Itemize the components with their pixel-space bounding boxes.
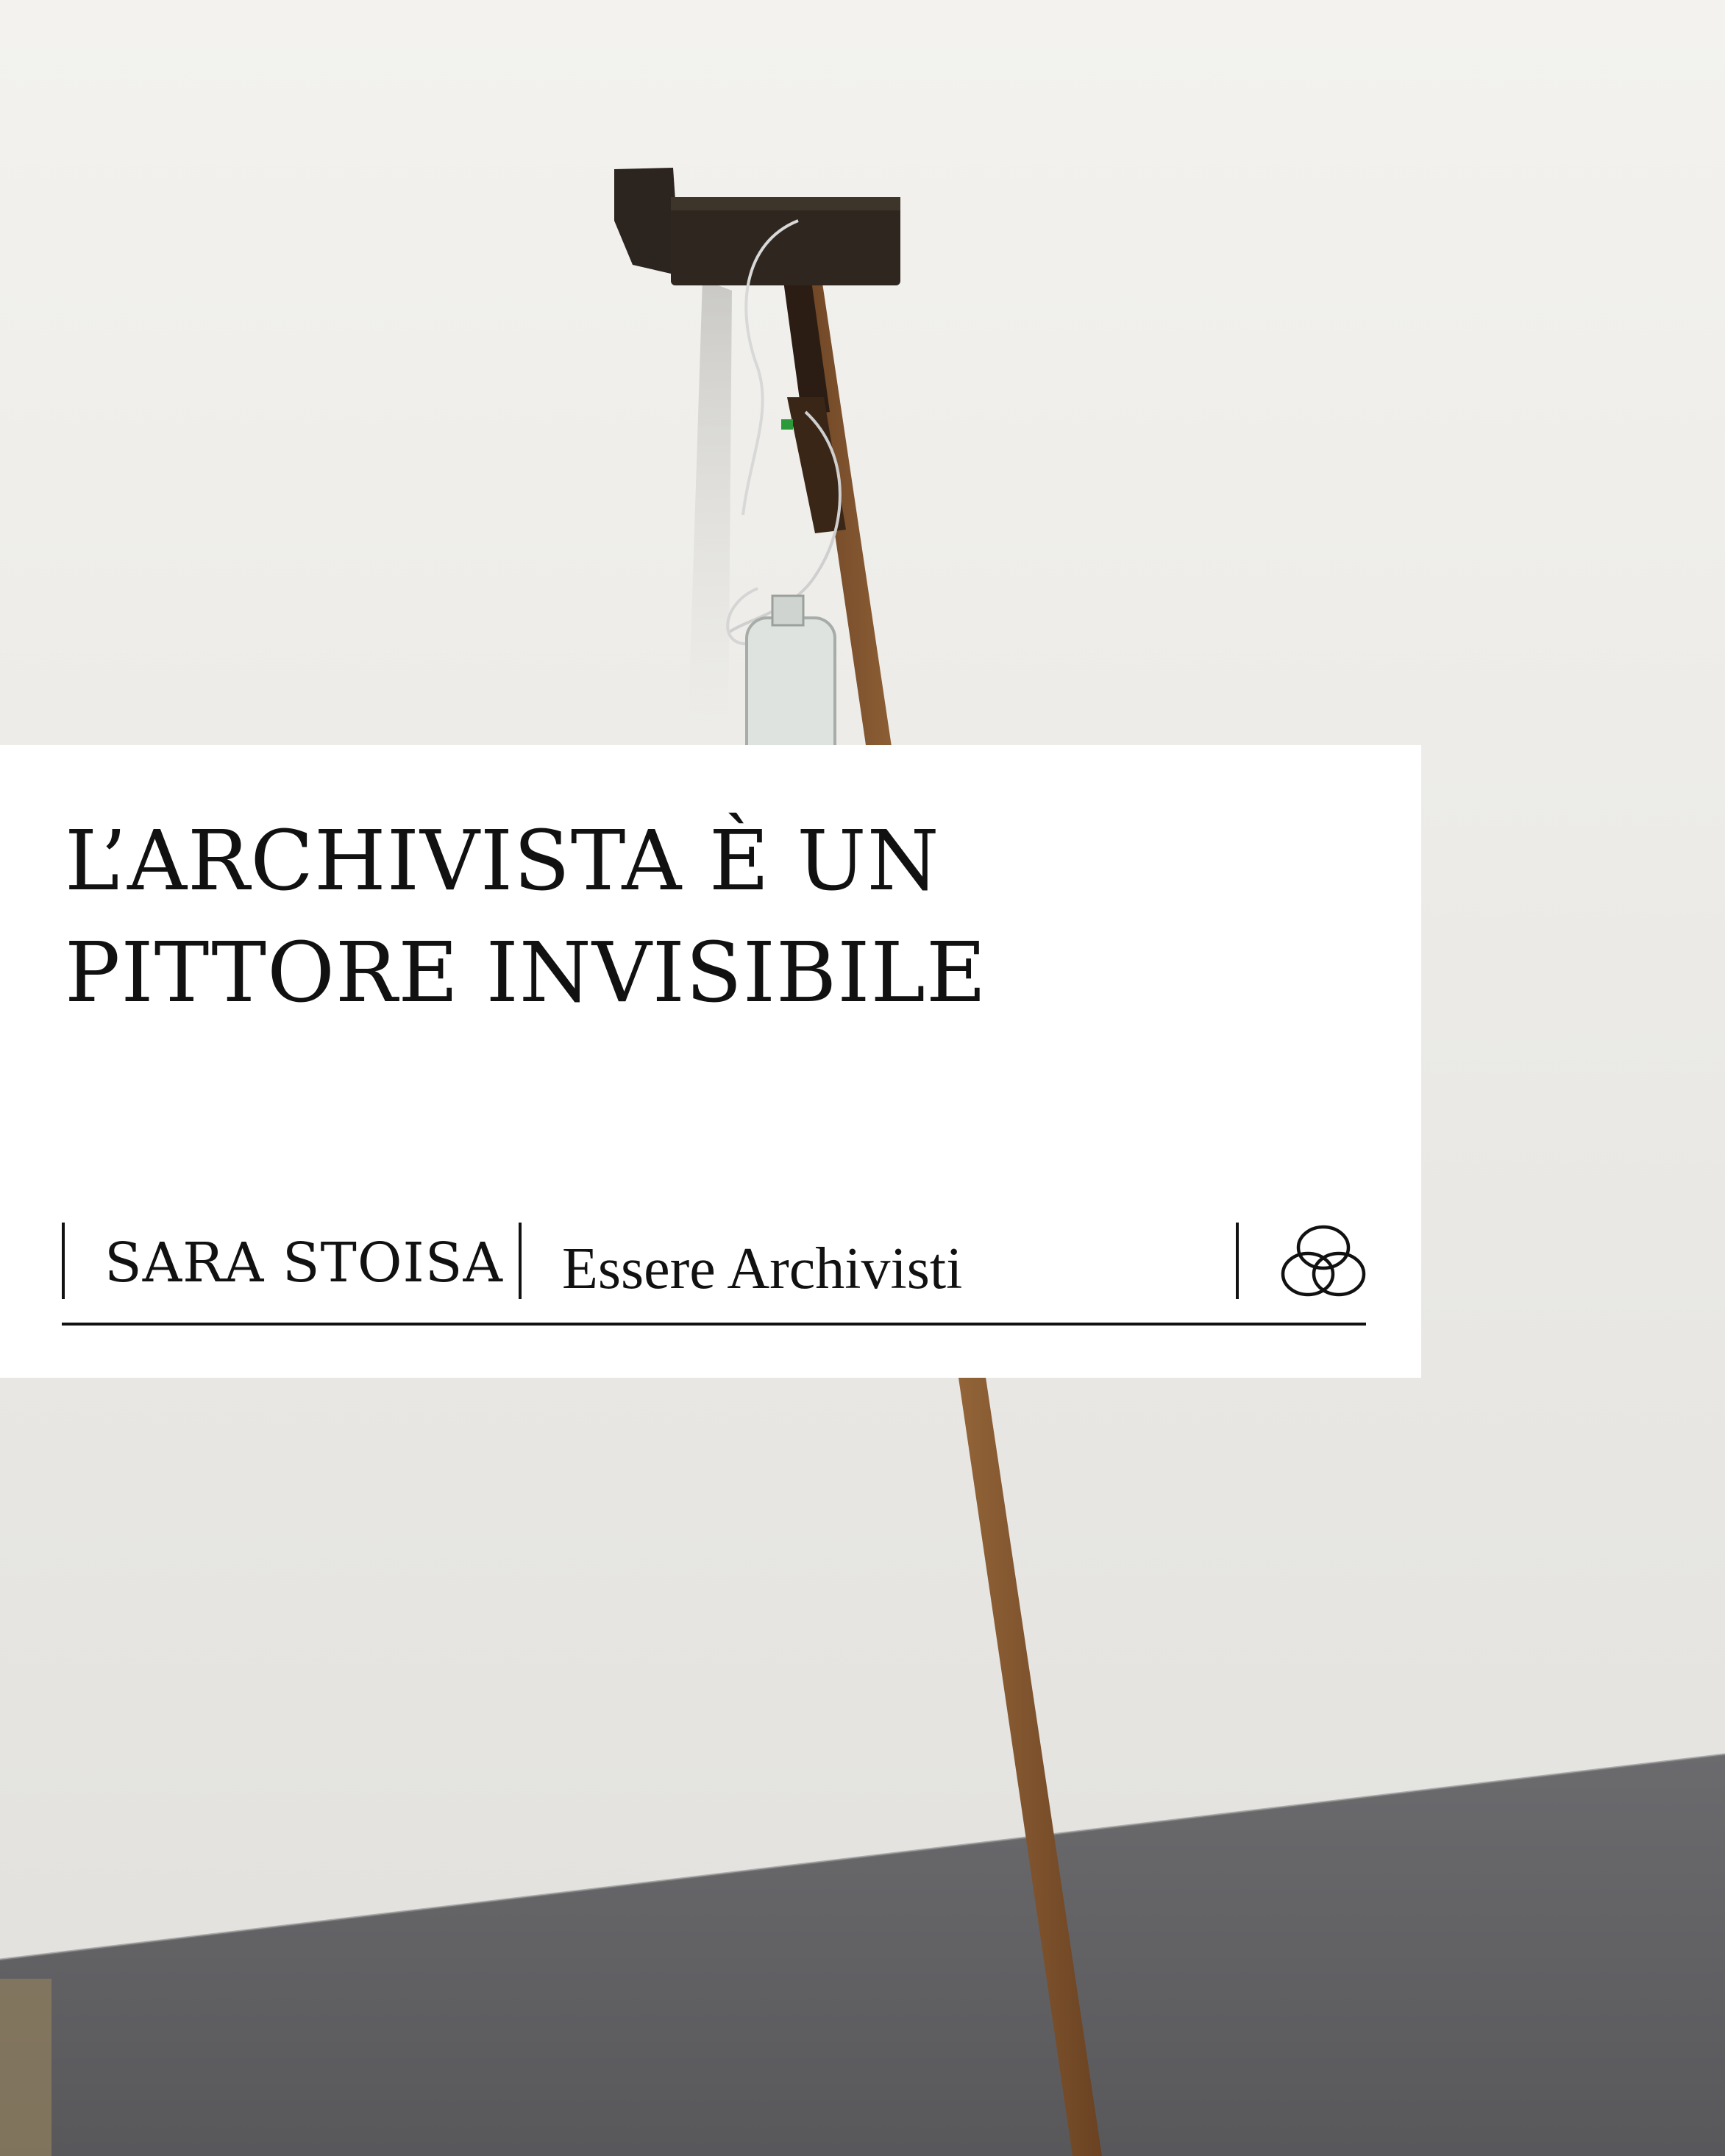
hanging-bottle [747, 618, 835, 765]
floor-carpet [0, 1754, 1725, 2156]
book-title [65, 805, 987, 1029]
author-name: SARA STOISA [104, 1231, 503, 1295]
broom-shadow [688, 280, 732, 736]
floor-object [0, 1979, 51, 2156]
broom-bristles [614, 168, 680, 276]
title-line-2: PITTORE INVISIBILE [65, 925, 987, 1021]
series-name: Essere Archivisti [562, 1237, 963, 1301]
divider-bar-middle [519, 1223, 522, 1299]
divider-bar-left [62, 1223, 65, 1299]
title-line-1: L’ARCHIVISTA È UN [65, 814, 940, 909]
publisher-logo-icon [1278, 1221, 1368, 1302]
divider-bar-right [1236, 1223, 1239, 1299]
bottom-rule [62, 1323, 1366, 1326]
